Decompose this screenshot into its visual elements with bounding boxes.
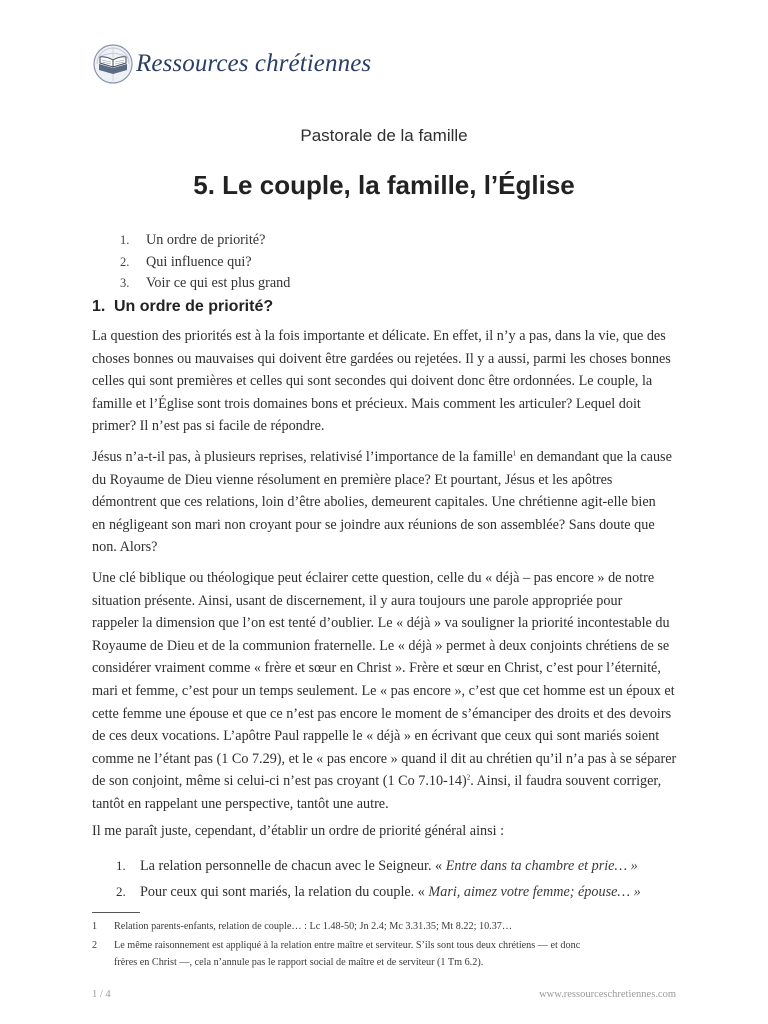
section-heading-text: Un ordre de priorité? [114, 298, 274, 315]
footnote-line: Relation parents-enfants, relation de couple… : Lc 1.48-50; Jn 2.4; Mc 3.31.35; Mt 8.22; 10.37… [114, 921, 513, 932]
page-number: 1 / 4 [92, 989, 111, 1000]
text-line: primer? Il n’est pas si facile de répondre. [92, 418, 325, 435]
priority-list [116, 853, 641, 905]
brand-header[interactable] [92, 42, 371, 86]
footnote [92, 918, 692, 935]
text-segment: de son conjoint, même si celui-ci n’est pas croyant (1 Co 7.10-14) [92, 773, 467, 790]
footnote-body [114, 918, 512, 935]
footnote-divider [92, 912, 140, 913]
text-segment: en demandant que la cause [516, 449, 672, 465]
text-line: situation présente. Ainsi, usant de discernement, il y aura toujours une parole appropriée pour [92, 592, 623, 609]
table-of-contents [120, 230, 290, 295]
footnote-number: 1 [92, 921, 98, 932]
brand-name: Ressources chrétiennes [136, 50, 372, 77]
text-line: cette femme une épouse et que ce n’est pas encore le moment de s’émanciper des droits et des devoirs [92, 705, 672, 722]
footnote-body [114, 937, 580, 971]
text-line: de ces deux vocations. L’apôtre Paul rappelle le « déjà » en écrivant que ceux qui sont mariés soient [92, 728, 660, 745]
paragraph-4 [92, 820, 504, 843]
text-line: mari et femme, c’est pour un temps seulement. Le « pas encore », c’est que cet homme est un époux et [92, 682, 675, 699]
paragraph-3 [92, 567, 676, 816]
text-line: La question des priorités est à la fois importante et délicate. En effet, il n’y a pas, dans la vie, que des [92, 328, 666, 344]
toc-number: 3. [120, 276, 130, 290]
list-number: 2. [116, 884, 126, 899]
text-line [92, 446, 672, 469]
text-line: tantôt en rappelant une perspective, tantôt une autre. [92, 795, 389, 812]
toc-number: 2. [120, 254, 130, 269]
text-line: choses bonnes ou mauvaises qui doivent être gardées ou rejetées. Il y a aussi, parmi les choses bonnes [92, 350, 671, 367]
toc-label: Voir ce qui est plus grand [146, 275, 291, 291]
priority-text: La relation personnelle de chacun avec le Seigneur. « [140, 858, 446, 874]
document-title: 5. Le couple, la famille, l’Église [193, 170, 575, 200]
text-line: Royaume de Dieu et de la communion fraternelle. Le « déjà » permet à deux conjoints chrétiens de se [92, 637, 670, 654]
toc-item[interactable] [120, 252, 290, 274]
section-heading [92, 298, 273, 316]
paragraph-1 [92, 325, 671, 438]
text-line: non. Alors? [92, 539, 158, 556]
list-number: 1. [116, 858, 126, 873]
priority-text: Pour ceux qui sont mariés, la relation du couple. « [140, 884, 429, 900]
toc-item[interactable] [120, 230, 290, 252]
scripture-quote: Mari, aimez votre femme; épouse… [428, 884, 631, 900]
toc-item[interactable] [120, 273, 290, 295]
paragraph-2 [92, 446, 672, 559]
text-segment: Jésus n’a-t-il pas, à plusieurs reprises, relativisé l’importance de la famille [92, 449, 513, 465]
footnote-number: 2 [92, 940, 98, 951]
text-line: comme ne l’étant pas (1 Co 7.29), et le « pas encore » quand il dit au chrétien qu’il n’a pas à se séparer [92, 750, 677, 767]
priority-item [116, 853, 641, 879]
text-line: du Royaume de Dieu vienne résolument en première place? Et pourtant, Jésus et les apôtres [92, 471, 613, 488]
scripture-quote: Entre dans ta chambre et prie… [445, 858, 628, 874]
priority-item [116, 879, 641, 905]
text-line [92, 770, 676, 793]
document-subtitle: Pastorale de la famille [300, 126, 468, 145]
footnote-line: Le même raisonnement est appliqué à la relation entre maître et serviteur. S’ils sont tous deux chrétiens — et donc [114, 940, 581, 951]
toc-label: Un ordre de priorité? [146, 232, 266, 248]
text-line: démontrent que ces relations, loin d’être abolies, demeurent capitales. Une chrétienne agit-elle bien [92, 494, 656, 511]
text-line: famille et l’Église sont trois domaines bons et précieux. Mais comment les articuler? Lequel doit [92, 395, 641, 412]
footnotes [92, 918, 692, 973]
footnote [92, 937, 692, 971]
toc-number: 1. [120, 233, 130, 247]
text-line: considérer vraiment comme « frère et sœur en Christ ». Frère et sœur en Christ, c’est pour l’éternité, [92, 660, 661, 677]
text-line: en négligeant son mari non croyant pour se joindre aux réunions de son assemblée? Sans doute que [92, 516, 655, 533]
text-segment: . Ainsi, il faudra souvent corriger, [470, 773, 662, 790]
text-line: rappeler la dimension que l’on est tenté d’oublier. Le « déjà » va souligner la priorité incontestable du [92, 615, 670, 632]
toc-label: Qui influence qui? [146, 253, 252, 270]
text-line: Une clé biblique ou théologique peut éclairer cette question, celle du « déjà – pas encore » de notre [92, 570, 655, 586]
footnote-line: frères en Christ —, cela n’annule pas le rapport social de maître et de serviteur (1 Tm 6.2). [114, 957, 484, 968]
footnote-ref[interactable]: 2 [466, 773, 471, 782]
website-link[interactable]: www.ressourceschretiennes.com [539, 989, 676, 1000]
section-number: 1. [92, 298, 106, 315]
footnote-ref[interactable]: 1 [512, 449, 517, 458]
quote-close: » [627, 858, 638, 874]
text-line: Il me paraît juste, cependant, d’établir un ordre de priorité général ainsi : [92, 823, 505, 839]
quote-close: » [630, 884, 641, 900]
text-line: celles qui sont premières et celles qui sont secondes qui doivent donc être ordonnées. Le couple, la [92, 373, 653, 390]
open-book-globe-icon [92, 43, 134, 85]
